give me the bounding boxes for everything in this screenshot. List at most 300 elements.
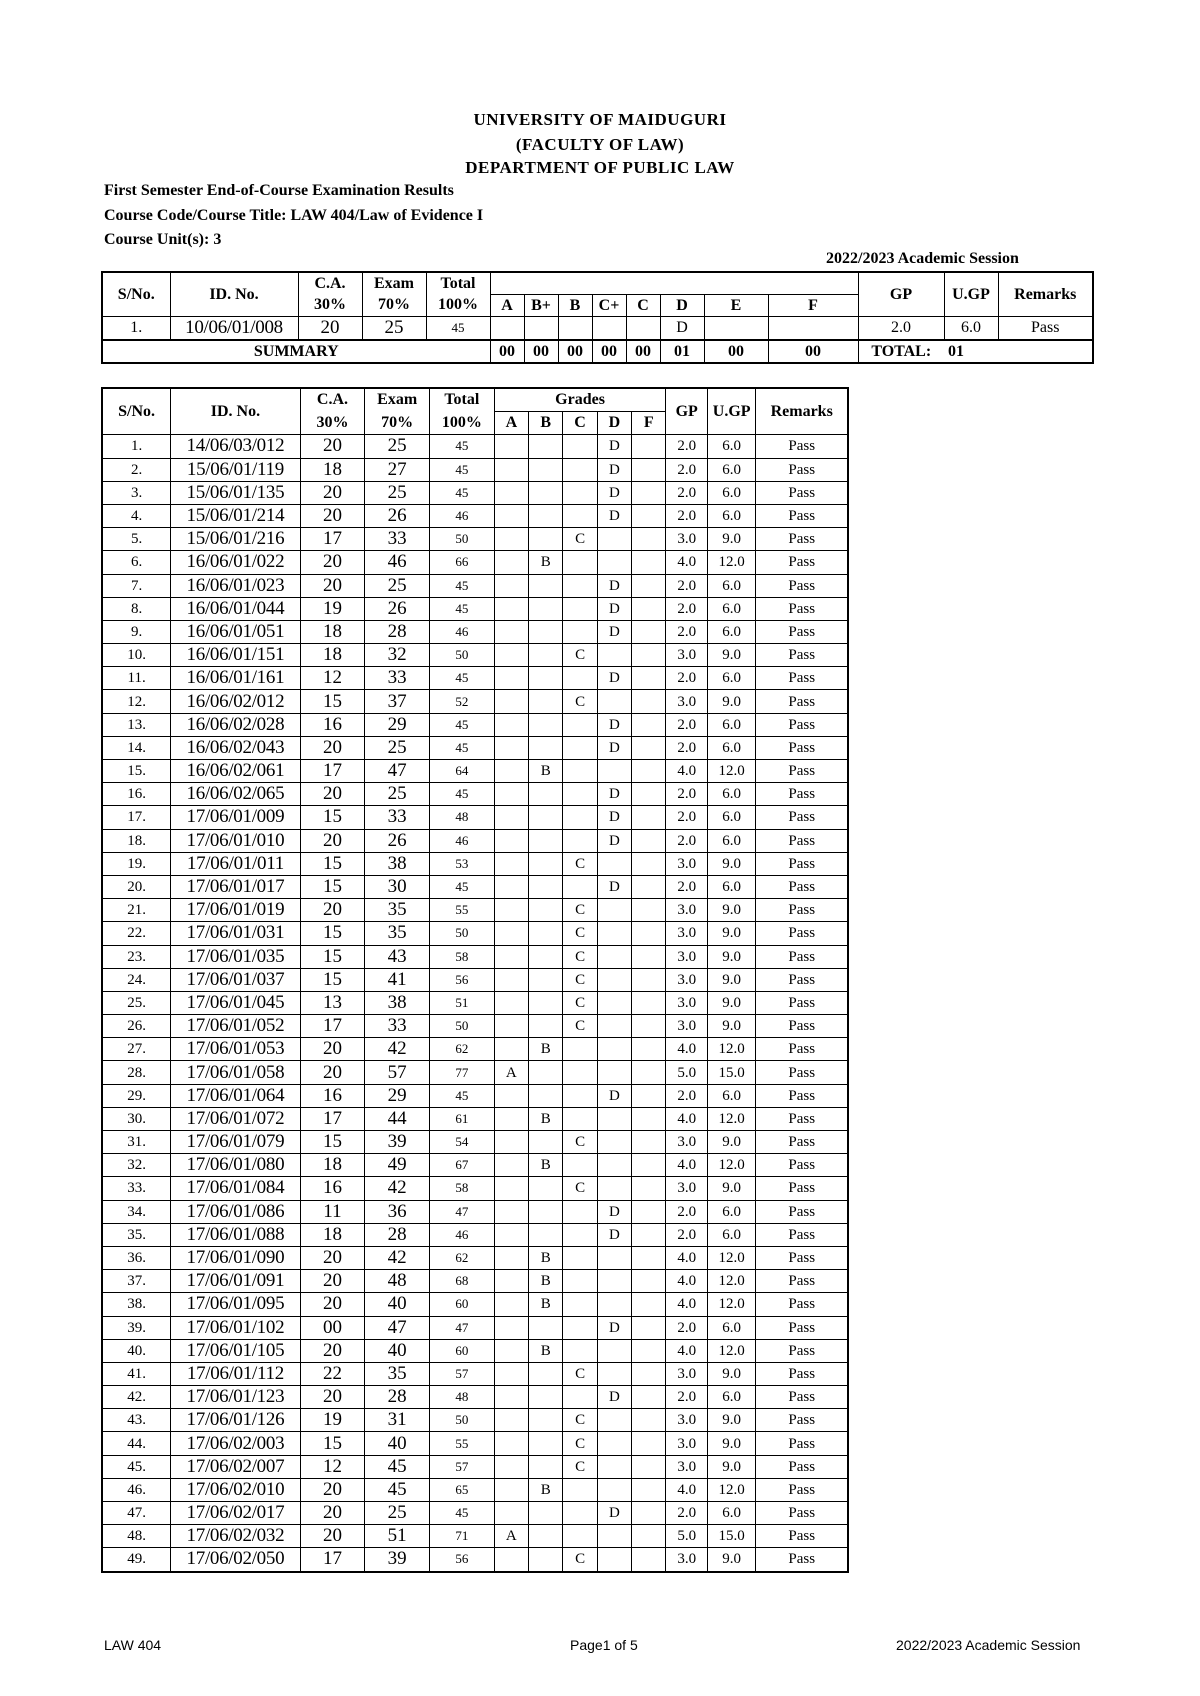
t2-exam-header: Exam <box>365 388 430 412</box>
row-grade-b <box>529 1409 563 1432</box>
row-grade-a <box>494 1339 528 1362</box>
row-id: 16/06/02/043 <box>171 736 300 759</box>
row-grade-b <box>529 1386 563 1409</box>
row-grade-b <box>529 713 563 736</box>
t1-grade-bplus <box>524 317 558 341</box>
row-exam: 38 <box>365 852 430 875</box>
row-grade-b <box>529 1316 563 1339</box>
row-id: 15/06/01/119 <box>171 458 300 481</box>
row-grade-b <box>529 1223 563 1246</box>
row-gp: 2.0 <box>666 1316 707 1339</box>
row-exam: 25 <box>365 435 430 458</box>
row-exam: 28 <box>365 1386 430 1409</box>
row-remarks: Pass <box>756 620 848 643</box>
row-remarks: Pass <box>756 1154 848 1177</box>
row-ugp: 9.0 <box>707 899 756 922</box>
t1-remarks-header: Remarks <box>998 272 1093 317</box>
table-row <box>102 1038 848 1061</box>
t1-exam-pct: 70% <box>362 295 426 317</box>
row-gp: 2.0 <box>666 736 707 759</box>
t2-grade-c-header: C <box>563 412 597 435</box>
row-total: 60 <box>429 1293 494 1316</box>
row-grade-a <box>494 1154 528 1177</box>
row-grade-a <box>494 806 528 829</box>
row-grade-a <box>494 1084 528 1107</box>
row-sno: 44. <box>102 1432 171 1455</box>
row-grade-d <box>597 1177 631 1200</box>
row-grade-a <box>494 922 528 945</box>
table-row <box>102 528 848 551</box>
row-grade-a <box>494 435 528 458</box>
row-grade-f <box>632 1270 666 1293</box>
table-row <box>102 1386 848 1409</box>
row-grade-f <box>632 597 666 620</box>
table-row <box>102 1200 848 1223</box>
row-id: 17/06/01/086 <box>171 1200 300 1223</box>
row-exam: 33 <box>365 1015 430 1038</box>
row-ugp: 9.0 <box>707 968 756 991</box>
table-row <box>102 922 848 945</box>
row-exam: 28 <box>365 1223 430 1246</box>
row-sno: 2. <box>102 458 171 481</box>
row-grade-f <box>632 1131 666 1154</box>
row-grade-a <box>494 760 528 783</box>
row-sno: 41. <box>102 1362 171 1385</box>
row-grade-d <box>597 551 631 574</box>
row-ca: 20 <box>300 783 365 806</box>
row-grade-b <box>529 504 563 527</box>
t1-exam: 25 <box>362 317 426 341</box>
row-grade-f <box>632 1293 666 1316</box>
t2-grade-d-header: D <box>597 412 631 435</box>
row-grade-f <box>632 736 666 759</box>
row-grade-c <box>563 551 597 574</box>
row-remarks: Pass <box>756 1293 848 1316</box>
table-row <box>102 1270 848 1293</box>
row-gp: 4.0 <box>666 1154 707 1177</box>
row-grade-b: B <box>529 1107 563 1130</box>
row-grade-d: D <box>597 481 631 504</box>
row-ugp: 6.0 <box>707 806 756 829</box>
row-ugp: 6.0 <box>707 713 756 736</box>
row-total: 56 <box>429 968 494 991</box>
row-grade-b: B <box>529 1339 563 1362</box>
row-grade-f <box>632 1107 666 1130</box>
table-row <box>102 435 848 458</box>
row-total: 50 <box>429 922 494 945</box>
row-remarks: Pass <box>756 1223 848 1246</box>
row-id: 16/06/01/023 <box>171 574 300 597</box>
row-grade-a <box>494 1432 528 1455</box>
row-ca: 20 <box>300 435 365 458</box>
row-id: 17/06/01/095 <box>171 1293 300 1316</box>
row-ugp: 6.0 <box>707 1223 756 1246</box>
t1-ca: 20 <box>298 317 362 341</box>
row-remarks: Pass <box>756 1362 848 1385</box>
row-remarks: Pass <box>756 783 848 806</box>
row-gp: 4.0 <box>666 1478 707 1501</box>
table-row <box>102 574 848 597</box>
row-exam: 36 <box>365 1200 430 1223</box>
row-grade-d: D <box>597 713 631 736</box>
row-total: 58 <box>429 945 494 968</box>
row-gp: 3.0 <box>666 1177 707 1200</box>
table-row <box>102 1293 848 1316</box>
row-ugp: 9.0 <box>707 1177 756 1200</box>
t2-total-header: Total <box>429 388 494 412</box>
row-sno: 18. <box>102 829 171 852</box>
t1-grade-b-header: B <box>558 295 592 317</box>
row-ugp: 9.0 <box>707 1548 756 1572</box>
t1-grade-e-header: E <box>704 295 768 317</box>
row-remarks: Pass <box>756 1316 848 1339</box>
row-exam: 46 <box>365 551 430 574</box>
row-grade-b <box>529 690 563 713</box>
row-grade-f <box>632 667 666 690</box>
row-grade-d <box>597 991 631 1014</box>
row-remarks: Pass <box>756 1015 848 1038</box>
row-sno: 19. <box>102 852 171 875</box>
row-exam: 25 <box>365 736 430 759</box>
row-ugp: 6.0 <box>707 574 756 597</box>
summary-count-d: 01 <box>660 340 704 363</box>
row-gp: 2.0 <box>666 597 707 620</box>
row-grade-d: D <box>597 1316 631 1339</box>
row-exam: 31 <box>365 1409 430 1432</box>
row-grade-d: D <box>597 504 631 527</box>
row-ca: 20 <box>300 1478 365 1501</box>
row-id: 16/06/01/044 <box>171 597 300 620</box>
row-grade-b <box>529 435 563 458</box>
row-ca: 20 <box>300 1502 365 1525</box>
row-exam: 32 <box>365 644 430 667</box>
row-gp: 5.0 <box>666 1525 707 1548</box>
row-id: 17/06/01/011 <box>171 852 300 875</box>
row-grade-c: C <box>563 899 597 922</box>
t2-gp-header: GP <box>666 388 707 435</box>
row-grade-d: D <box>597 875 631 898</box>
row-total: 50 <box>429 1409 494 1432</box>
t1-exam-header: Exam <box>362 272 426 295</box>
row-grade-c: C <box>563 1432 597 1455</box>
row-ugp: 12.0 <box>707 1246 756 1269</box>
row-sno: 10. <box>102 644 171 667</box>
row-gp: 2.0 <box>666 1223 707 1246</box>
row-ugp: 6.0 <box>707 504 756 527</box>
row-ca: 19 <box>300 1409 365 1432</box>
row-exam: 40 <box>365 1432 430 1455</box>
table-row <box>102 620 848 643</box>
row-exam: 26 <box>365 597 430 620</box>
row-gp: 2.0 <box>666 1386 707 1409</box>
row-grade-a <box>494 736 528 759</box>
row-ugp: 9.0 <box>707 1432 756 1455</box>
row-remarks: Pass <box>756 945 848 968</box>
row-total: 77 <box>429 1061 494 1084</box>
row-grade-b <box>529 1177 563 1200</box>
row-total: 55 <box>429 899 494 922</box>
row-grade-f <box>632 1246 666 1269</box>
row-grade-a <box>494 1455 528 1478</box>
t1-ca-header: C.A. <box>298 272 362 295</box>
row-exam: 39 <box>365 1548 430 1572</box>
t1-sno-header: S/No. <box>102 272 170 317</box>
row-ca: 20 <box>300 481 365 504</box>
row-ugp: 9.0 <box>707 644 756 667</box>
row-id: 15/06/01/135 <box>171 481 300 504</box>
row-ugp: 12.0 <box>707 1038 756 1061</box>
t1-ugp: 6.0 <box>944 317 998 341</box>
row-id: 17/06/02/017 <box>171 1502 300 1525</box>
row-grade-d: D <box>597 458 631 481</box>
row-grade-d: D <box>597 620 631 643</box>
row-grade-d <box>597 1478 631 1501</box>
row-grade-a <box>494 1502 528 1525</box>
table-row <box>102 1316 848 1339</box>
row-remarks: Pass <box>756 899 848 922</box>
row-gp: 2.0 <box>666 875 707 898</box>
row-grade-c <box>563 1200 597 1223</box>
row-sno: 26. <box>102 1015 171 1038</box>
row-id: 16/06/01/022 <box>171 551 300 574</box>
row-exam: 40 <box>365 1293 430 1316</box>
row-id: 17/06/01/031 <box>171 922 300 945</box>
row-sno: 8. <box>102 597 171 620</box>
row-ugp: 6.0 <box>707 1502 756 1525</box>
row-ca: 20 <box>300 829 365 852</box>
row-grade-f <box>632 922 666 945</box>
summary-label: SUMMARY <box>102 340 490 363</box>
row-grade-a <box>494 528 528 551</box>
row-ugp: 12.0 <box>707 551 756 574</box>
row-gp: 4.0 <box>666 1270 707 1293</box>
row-ugp: 6.0 <box>707 829 756 852</box>
row-gp: 3.0 <box>666 1548 707 1572</box>
row-grade-a <box>494 1200 528 1223</box>
row-exam: 44 <box>365 1107 430 1130</box>
row-grade-b <box>529 945 563 968</box>
row-grade-a <box>494 713 528 736</box>
row-gp: 2.0 <box>666 1084 707 1107</box>
row-grade-b <box>529 1525 563 1548</box>
t1-grade-cplus <box>592 317 626 341</box>
row-total: 61 <box>429 1107 494 1130</box>
row-grade-c <box>563 1316 597 1339</box>
row-total: 45 <box>429 435 494 458</box>
row-ca: 15 <box>300 1432 365 1455</box>
row-grade-f <box>632 1177 666 1200</box>
row-grade-b <box>529 991 563 1014</box>
row-grade-a <box>494 991 528 1014</box>
row-total: 45 <box>429 783 494 806</box>
row-grade-c <box>563 504 597 527</box>
row-exam: 35 <box>365 1362 430 1385</box>
summary-count-a: 00 <box>490 340 524 363</box>
row-total: 68 <box>429 1270 494 1293</box>
row-ca: 16 <box>300 713 365 736</box>
row-grade-a <box>494 783 528 806</box>
row-grade-f <box>632 1386 666 1409</box>
table-row <box>102 1409 848 1432</box>
row-grade-b <box>529 875 563 898</box>
table-row <box>102 875 848 898</box>
row-ca: 20 <box>300 1293 365 1316</box>
row-total: 56 <box>429 1548 494 1572</box>
row-exam: 47 <box>365 1316 430 1339</box>
row-exam: 45 <box>365 1455 430 1478</box>
row-sno: 1. <box>102 435 171 458</box>
table-row <box>102 1246 848 1269</box>
row-grade-a: A <box>494 1061 528 1084</box>
row-sno: 43. <box>102 1409 171 1432</box>
row-grade-d <box>597 1154 631 1177</box>
row-remarks: Pass <box>756 1386 848 1409</box>
footer-course: LAW 404 <box>104 1637 162 1653</box>
table-row <box>102 1177 848 1200</box>
department-name: DEPARTMENT OF PUBLIC LAW <box>465 158 735 177</box>
row-grade-f <box>632 1409 666 1432</box>
row-remarks: Pass <box>756 875 848 898</box>
row-grade-f <box>632 435 666 458</box>
row-grade-a <box>494 1362 528 1385</box>
summary-total-value: 01 <box>944 340 1093 363</box>
row-grade-b <box>529 528 563 551</box>
row-exam: 33 <box>365 667 430 690</box>
row-grade-f <box>632 551 666 574</box>
row-sno: 47. <box>102 1502 171 1525</box>
row-exam: 42 <box>365 1038 430 1061</box>
row-total: 71 <box>429 1525 494 1548</box>
row-gp: 3.0 <box>666 852 707 875</box>
table-row <box>102 945 848 968</box>
row-gp: 2.0 <box>666 435 707 458</box>
row-remarks: Pass <box>756 1084 848 1107</box>
row-grade-a <box>494 1223 528 1246</box>
t2-grade-f-header: F <box>632 412 666 435</box>
row-gp: 4.0 <box>666 1038 707 1061</box>
row-ca: 18 <box>300 620 365 643</box>
row-ca: 16 <box>300 1177 365 1200</box>
row-exam: 38 <box>365 991 430 1014</box>
summary-count-c: 00 <box>626 340 660 363</box>
row-exam: 42 <box>365 1177 430 1200</box>
row-grade-d: D <box>597 667 631 690</box>
table-row <box>102 667 848 690</box>
row-grade-f <box>632 713 666 736</box>
row-grade-f <box>632 1502 666 1525</box>
row-grade-a <box>494 481 528 504</box>
row-remarks: Pass <box>756 1432 848 1455</box>
row-sno: 40. <box>102 1339 171 1362</box>
table-row <box>102 783 848 806</box>
row-grade-d <box>597 644 631 667</box>
row-grade-d: D <box>597 1200 631 1223</box>
row-grade-f <box>632 1084 666 1107</box>
row-remarks: Pass <box>756 852 848 875</box>
table-row <box>102 991 848 1014</box>
row-total: 66 <box>429 551 494 574</box>
table-row <box>102 1548 848 1572</box>
row-grade-b <box>529 1131 563 1154</box>
row-remarks: Pass <box>756 991 848 1014</box>
row-sno: 29. <box>102 1084 171 1107</box>
row-total: 58 <box>429 1177 494 1200</box>
row-ugp: 9.0 <box>707 922 756 945</box>
row-total: 46 <box>429 829 494 852</box>
row-grade-d: D <box>597 597 631 620</box>
t2-sno-header: S/No. <box>102 388 171 435</box>
table-row <box>102 597 848 620</box>
row-total: 45 <box>429 458 494 481</box>
t1-grade-b <box>558 317 592 341</box>
row-total: 45 <box>429 574 494 597</box>
university-name: UNIVERSITY OF MAIDUGURI <box>473 110 727 129</box>
table-row <box>102 1223 848 1246</box>
row-remarks: Pass <box>756 1246 848 1269</box>
row-remarks: Pass <box>756 1200 848 1223</box>
row-grade-d <box>597 1409 631 1432</box>
row-grade-a <box>494 875 528 898</box>
row-id: 16/06/02/012 <box>171 690 300 713</box>
table-row <box>102 829 848 852</box>
row-ugp: 9.0 <box>707 1131 756 1154</box>
row-grade-c <box>563 875 597 898</box>
row-id: 16/06/02/028 <box>171 713 300 736</box>
row-remarks: Pass <box>756 644 848 667</box>
summary-row <box>102 340 1093 363</box>
row-ugp: 9.0 <box>707 1455 756 1478</box>
row-grade-f <box>632 899 666 922</box>
row-grade-b <box>529 736 563 759</box>
summary-total-label: TOTAL: <box>858 340 944 363</box>
t1-total: 45 <box>426 317 490 341</box>
row-exam: 51 <box>365 1525 430 1548</box>
row-sno: 30. <box>102 1107 171 1130</box>
table-row <box>102 1015 848 1038</box>
row-grade-a <box>494 1246 528 1269</box>
row-grade-d: D <box>597 1084 631 1107</box>
row-grade-d <box>597 1038 631 1061</box>
row-grade-d <box>597 1270 631 1293</box>
t1-grade-d: D <box>660 317 704 341</box>
row-grade-a <box>494 458 528 481</box>
row-total: 46 <box>429 504 494 527</box>
row-sno: 23. <box>102 945 171 968</box>
row-ugp: 6.0 <box>707 458 756 481</box>
row-sno: 22. <box>102 922 171 945</box>
row-id: 16/06/01/151 <box>171 644 300 667</box>
row-grade-d <box>597 1015 631 1038</box>
row-exam: 35 <box>365 899 430 922</box>
row-grade-d <box>597 1131 631 1154</box>
row-grade-f <box>632 1548 666 1572</box>
row-grade-d <box>597 852 631 875</box>
row-id: 17/06/01/123 <box>171 1386 300 1409</box>
row-remarks: Pass <box>756 829 848 852</box>
row-id: 17/06/01/017 <box>171 875 300 898</box>
t1-remarks: Pass <box>998 317 1093 341</box>
row-ugp: 9.0 <box>707 852 756 875</box>
row-grade-b <box>529 899 563 922</box>
row-grade-f <box>632 690 666 713</box>
row-ugp: 6.0 <box>707 1200 756 1223</box>
row-ugp: 12.0 <box>707 1107 756 1130</box>
row-grade-d <box>597 899 631 922</box>
row-ca: 20 <box>300 504 365 527</box>
table-row <box>102 1362 848 1385</box>
row-grade-c <box>563 435 597 458</box>
row-total: 45 <box>429 1502 494 1525</box>
